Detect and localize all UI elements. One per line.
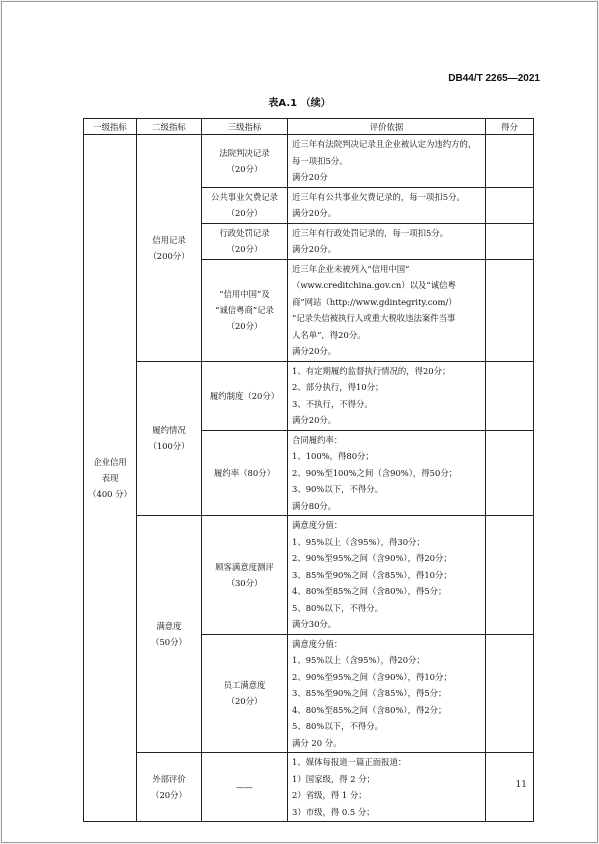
basis-line: 近三年有行政处罚记录的，每一项扣5分。 [292, 227, 449, 238]
level3-label: 顾客满意度测评 [215, 561, 274, 572]
basis-line: 3、85%至90%之间（含85%），得10分； [292, 569, 452, 580]
basis-cell [288, 223, 486, 259]
level3-cell [202, 223, 288, 259]
basis-line: 满分30分。 [292, 619, 337, 629]
basis-line: 4、80%至85%之间（含80%），得2分； [292, 704, 447, 715]
basis-line: 人名单”，得20分。 [292, 329, 366, 340]
basis-line: 2）省级，得 1 分； [292, 790, 367, 800]
level3-label: 员工满意度 [223, 680, 266, 691]
basis-line: 近三年企业未被列入“信用中国” [292, 263, 410, 274]
basis-line: 近三年有公共事业欠费记录的，每一项扣5分。 [292, 191, 465, 202]
col-basis: 评价依据 [288, 119, 486, 135]
basis-line: 1）国家级，得 2 分； [292, 773, 375, 784]
basis-line: 3）市级，得 0.5 分； [292, 806, 375, 817]
basis-line: 近三年有法院判决记录且企业被认定为违约方的，每一项扣5分。 [292, 139, 477, 166]
level2-label: 满意度 [156, 621, 182, 631]
basis-line: 满意度分值： [292, 638, 343, 649]
level3-cell [202, 187, 288, 223]
level2-points: （200分） [148, 250, 190, 261]
basis-cell [288, 430, 486, 516]
level2-label: 外部评价 [152, 774, 186, 784]
basis-line: 5、80%以下，不得分。 [292, 602, 383, 613]
level2-cell [137, 135, 202, 362]
level2-points: （20分） [151, 790, 187, 800]
score-cell [486, 135, 534, 188]
score-cell [486, 634, 534, 753]
basis-cell [288, 361, 486, 430]
basis-cell [288, 135, 486, 188]
level3-label: 履约制度（20分） [209, 390, 280, 401]
page-number: 11 [515, 780, 527, 790]
basis-line: 满分20分。 [292, 208, 337, 218]
level2-points: （100分） [148, 441, 190, 452]
basis-line: 满意度分值： [292, 520, 343, 530]
table-title: 表A.1 （续） [268, 98, 331, 109]
level3-cell [202, 135, 288, 188]
basis-line: 满分20分 [292, 172, 328, 182]
level3-label: “诚信粤商”记录 [215, 305, 274, 315]
score-cell [486, 259, 534, 361]
basis-line: 满分80分。 [292, 500, 337, 511]
table-row [84, 135, 534, 188]
col-level2: 二级指标 [137, 119, 202, 135]
level1-label: 表现 [101, 473, 119, 483]
basis-line: 2、90%至100%之间（含90%），得50分； [292, 467, 458, 478]
level3-label: 公共事业欠费记录 [211, 192, 278, 202]
table-row [84, 753, 534, 822]
evaluation-table [83, 118, 534, 822]
basis-line: 3、不执行，不得分。 [292, 398, 373, 409]
table-row [84, 361, 534, 430]
level2-cell [137, 753, 202, 822]
level3-points: （20分） [226, 208, 263, 218]
basis-line: 1、100%，得80分； [292, 451, 374, 461]
col-level3: 三级指标 [202, 119, 288, 135]
col-score: 得分 [486, 119, 534, 135]
level3-points: （30分） [226, 577, 263, 588]
basis-line: 3、90%以下，不得分。 [292, 484, 383, 494]
level3-cell [202, 259, 288, 361]
basis-line: 1、媒体每报道一篇正面报道： [292, 757, 407, 767]
level1-label: 企业信用 [93, 457, 127, 467]
basis-line: 满分20分。 [292, 415, 337, 425]
basis-line: 1、95%以上（含95%），得20分； [292, 655, 425, 665]
level3-cell [202, 753, 288, 822]
basis-line: 5、80%以下，不得分。 [292, 721, 383, 731]
basis-line: 2、90%至95%之间（含90%），得20分； [292, 553, 452, 563]
level3-label: —— [236, 782, 253, 792]
level1-points: （400 分） [88, 489, 132, 499]
level2-cell [137, 516, 202, 753]
level3-points: （20分） [226, 321, 263, 331]
level3-cell [202, 361, 288, 430]
level3-label: 行政处罚记录 [219, 228, 270, 238]
basis-line: 1、有定期履约监督执行情况的，得20分； [292, 365, 451, 376]
score-cell [486, 430, 534, 516]
level3-label: 法院判决记录 [219, 147, 270, 158]
level3-cell [202, 516, 288, 635]
level2-label: 履约情况 [152, 425, 186, 436]
score-cell [486, 187, 534, 223]
basis-cell [288, 187, 486, 223]
basis-line: （www.creditchina.gov.cn）以及“诚信粤 [292, 280, 456, 290]
basis-line: 2、部分执行，得10分； [292, 382, 384, 392]
basis-line: “记录失信被执行人或重大税收违法案件当事 [292, 313, 456, 323]
document-page [1, 1, 598, 843]
basis-line: 满分20分。 [292, 346, 337, 356]
level1-cell [84, 135, 137, 822]
basis-cell [288, 516, 486, 635]
level2-points: （50分） [151, 637, 187, 647]
header-row [84, 119, 534, 135]
level2-label: 信用记录 [152, 234, 186, 245]
level3-points: （20分） [226, 696, 263, 707]
level3-label: “信用中国”及 [219, 289, 270, 299]
level3-points: （20分） [226, 244, 263, 254]
score-cell [486, 223, 534, 259]
col-level1: 一级指标 [84, 119, 137, 135]
score-cell [486, 361, 534, 430]
level3-points: （20分） [226, 163, 263, 174]
basis-line: 满分20分。 [292, 244, 337, 254]
basis-line: 商”网站（http://www.gdintegrity.com/） [292, 296, 457, 307]
basis-line: 3、85%至90%之间（含85%），得5分； [292, 688, 447, 698]
level2-cell [137, 361, 202, 516]
level3-label: 履约率（80分） [214, 467, 275, 478]
basis-cell [288, 259, 486, 361]
table-row [84, 516, 534, 635]
doc-code: DB44/T 2265—2021 [448, 73, 540, 84]
score-cell [486, 516, 534, 635]
level3-cell [202, 634, 288, 753]
basis-cell [288, 634, 486, 753]
basis-line: 1、95%以上（含95%），得30分； [292, 536, 425, 547]
basis-line: 4、80%至85%之间（含80%），得5分； [292, 586, 447, 596]
basis-line: 满分 20 分。 [292, 737, 342, 748]
basis-line: 合同履约率： [292, 434, 343, 445]
basis-line: 2、90%至95%之间（含90%），得10分； [292, 671, 452, 682]
basis-cell [288, 753, 486, 822]
level3-cell [202, 430, 288, 516]
